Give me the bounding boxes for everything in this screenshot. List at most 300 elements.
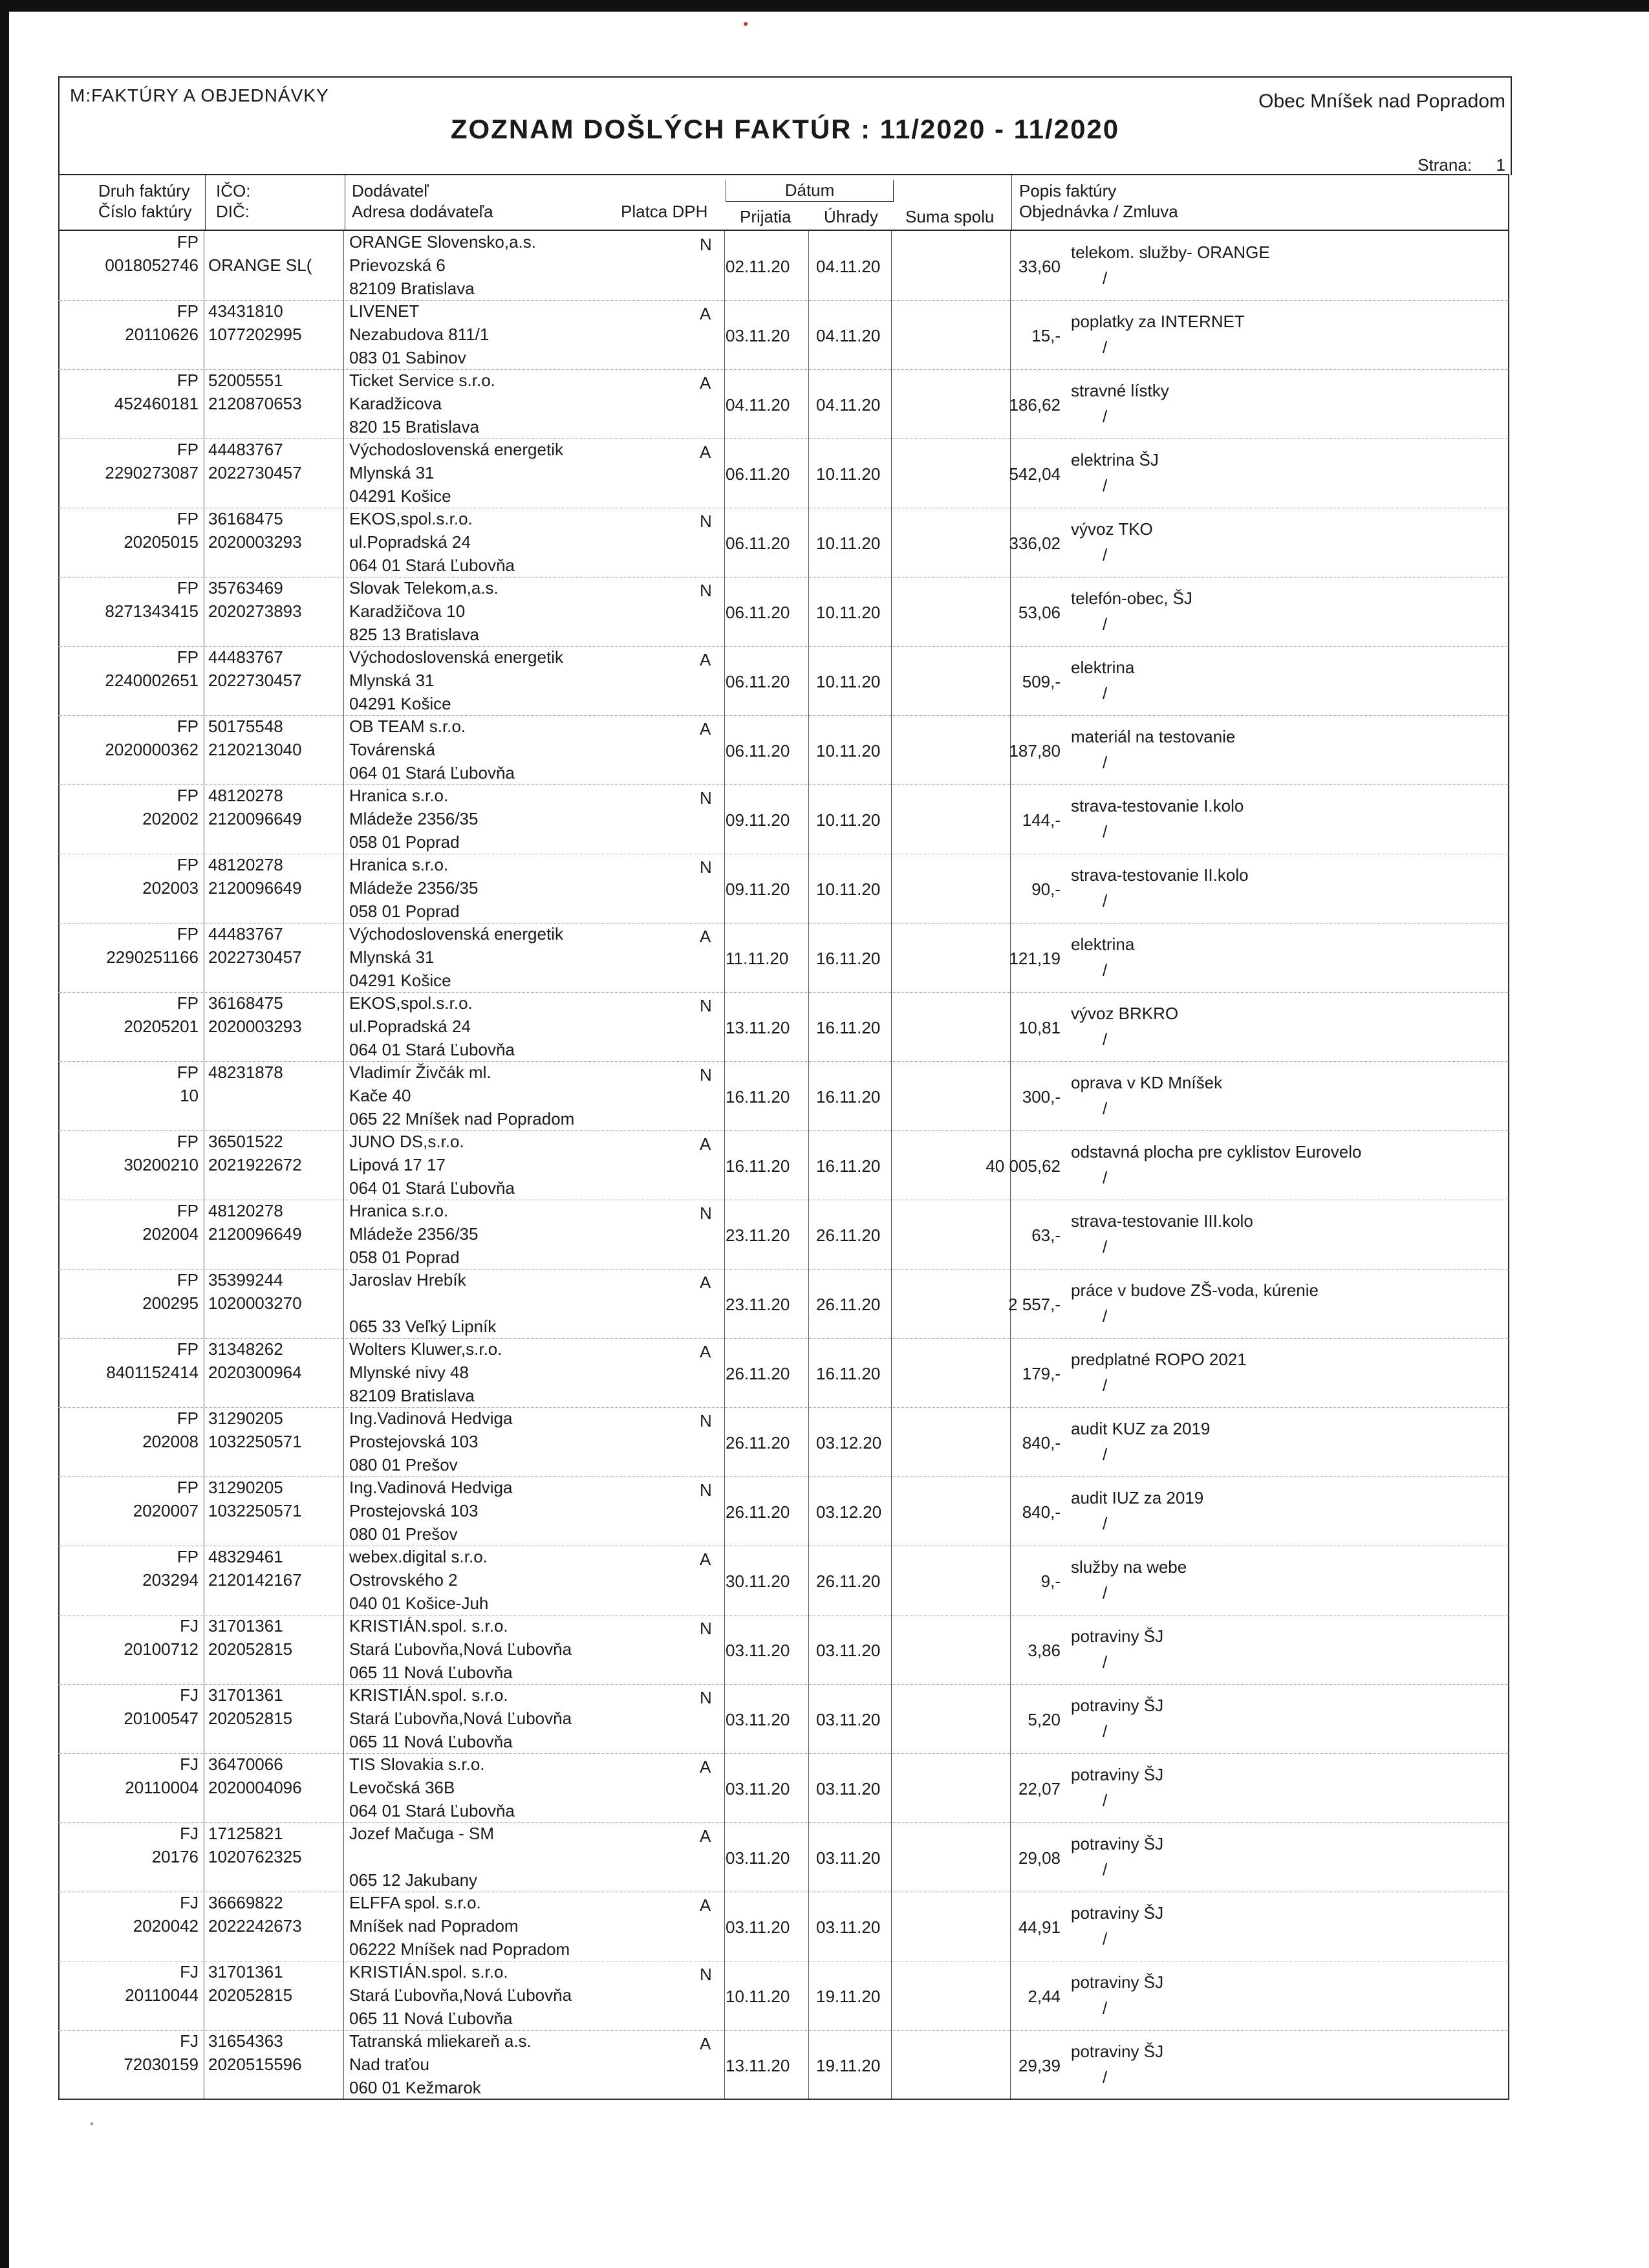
date-paid: 10.11.20 (816, 810, 881, 830)
date-received: 06.11.20 (726, 464, 790, 484)
invoice-number: 2020042 (133, 1916, 199, 1936)
supplier-city: 065 22 Mníšek nad Popradom (349, 1109, 575, 1129)
date-received: 23.11.20 (726, 1295, 790, 1314)
invoice-number: 20100547 (124, 1709, 199, 1728)
invoice-description: vývoz BRKRO (1071, 1004, 1179, 1023)
supplier-dic: 2120213040 (208, 740, 302, 759)
order-contract: / (1103, 1929, 1108, 1949)
order-contract: / (1103, 268, 1108, 288)
total-amount: 2,44 (1028, 1987, 1061, 2006)
page-label: Strana: (1417, 155, 1472, 175)
supplier-ico: 48329461 (208, 1547, 283, 1566)
invoice-type: FP (177, 1409, 199, 1428)
supplier-city: 060 01 Kežmarok (349, 2078, 481, 2097)
date-paid: 04.11.20 (816, 326, 881, 345)
supplier-address: Továrenská (349, 740, 435, 759)
invoice-number: 2290273087 (105, 463, 199, 482)
invoice-sheet (58, 76, 1511, 2099)
total-amount: 186,62 (1009, 395, 1061, 415)
vat-payer: A (700, 442, 711, 462)
report-header (58, 76, 1512, 175)
invoice-description: audit IUZ za 2019 (1071, 1488, 1204, 1507)
invoice-type: FP (177, 578, 199, 598)
supplier-address: Stará Ľubovňa,Nová Ľubovňa (349, 1639, 572, 1659)
vat-payer: N (700, 996, 712, 1015)
invoice-type: FJ (180, 1824, 199, 1843)
invoice-description: potraviny ŠJ (1071, 1903, 1164, 1923)
supplier-name: EKOS,spol.s.r.o. (349, 993, 473, 1013)
table-row (58, 854, 1509, 923)
supplier-name: Jaroslav Hrebík (349, 1270, 466, 1290)
supplier-dic: 2020003293 (208, 532, 302, 552)
date-received: 30.11.20 (726, 1571, 790, 1591)
vat-payer: N (700, 235, 712, 254)
supplier-city: 083 01 Sabinov (349, 348, 466, 367)
supplier-ico: 36168475 (208, 993, 283, 1013)
invoice-number: 20100712 (124, 1639, 199, 1659)
supplier-city: 064 01 Stará Ľubovňa (349, 556, 515, 575)
invoice-description: vývoz TKO (1071, 519, 1153, 539)
order-contract: / (1103, 1652, 1108, 1672)
invoice-type: FP (177, 717, 199, 736)
invoice-type: FP (177, 440, 199, 459)
date-paid: 03.12.20 (816, 1502, 882, 1522)
supplier-dic: 2020300964 (208, 1363, 302, 1382)
date-received: 02.11.20 (726, 257, 790, 276)
vat-payer: N (700, 581, 712, 600)
supplier-ico: 31290205 (208, 1409, 283, 1428)
order-contract: / (1103, 1722, 1108, 1741)
supplier-address: Mlynská 31 (349, 671, 435, 690)
supplier-dic: 1020003270 (208, 1293, 302, 1313)
supplier-ico: 31654363 (208, 2031, 283, 2051)
scan-left-border (0, 0, 9, 2268)
supplier-name: Vladimír Živčák ml. (349, 1063, 491, 1082)
supplier-address: Mlynská 31 (349, 947, 435, 967)
supplier-city: 080 01 Prešov (349, 1524, 458, 1544)
vat-payer: A (700, 304, 711, 323)
supplier-dic: 2020004096 (208, 1778, 302, 1797)
date-paid: 26.11.20 (816, 1226, 881, 1245)
supplier-city: 065 33 Veľký Lipník (349, 1317, 497, 1336)
vat-payer: N (700, 512, 712, 531)
invoice-number: 20205201 (124, 1017, 199, 1036)
supplier-address: Mlynské nivy 48 (349, 1363, 469, 1382)
supplier-name: Východoslovenská energetik (349, 647, 563, 667)
invoice-type: FJ (180, 2031, 199, 2051)
supplier-ico: 31290205 (208, 1478, 283, 1497)
supplier-city: 820 15 Bratislava (349, 417, 479, 437)
supplier-name: TIS Slovakia s.r.o. (349, 1755, 485, 1774)
invoice-number: 202004 (142, 1224, 199, 1244)
supplier-ico: 35763469 (208, 578, 283, 598)
col-suma: Suma spolu (905, 207, 995, 226)
invoice-type: FJ (180, 1616, 199, 1636)
invoice-description: potraviny ŠJ (1071, 1626, 1164, 1646)
date-paid: 03.11.20 (816, 1710, 881, 1729)
supplier-ico: 52005551 (208, 371, 283, 390)
table-row (58, 1822, 1509, 1892)
date-paid: 26.11.20 (816, 1295, 881, 1314)
date-paid: 26.11.20 (816, 1571, 881, 1591)
table-row (58, 1200, 1509, 1269)
col-adresa: Adresa dodávateľa (352, 202, 493, 221)
supplier-ico: 31701361 (208, 1962, 283, 1982)
col-cislo: Číslo faktúry (98, 202, 192, 221)
date-paid: 03.11.20 (816, 1641, 881, 1660)
date-received: 06.11.20 (726, 741, 790, 761)
invoice-type: FP (177, 509, 199, 528)
module-label: M:FAKTÚRY A OBJEDNÁVKY (70, 85, 329, 105)
supplier-ico: 36470066 (208, 1755, 283, 1774)
total-amount: 187,80 (1009, 741, 1061, 761)
supplier-ico: 44483767 (208, 440, 283, 459)
date-received: 16.11.20 (726, 1087, 790, 1107)
total-amount: 542,04 (1009, 464, 1061, 484)
supplier-city: 058 01 Poprad (349, 1247, 460, 1267)
invoice-type: FJ (180, 1962, 199, 1982)
date-received: 04.11.20 (726, 395, 790, 415)
total-amount: 29,39 (1018, 2056, 1061, 2075)
supplier-name: Ing.Vadinová Hedviga (349, 1478, 513, 1497)
date-received: 06.11.20 (726, 534, 790, 553)
table-row (58, 1753, 1509, 1823)
invoice-number: 8271343415 (105, 601, 199, 621)
vat-payer: N (700, 1965, 712, 1984)
col-dodavatel: Dodávateľ (352, 181, 429, 200)
date-paid: 19.11.20 (816, 2056, 881, 2075)
supplier-address: Lipová 17 17 (349, 1155, 446, 1174)
supplier-dic: 2120870653 (208, 394, 302, 413)
date-paid: 16.11.20 (816, 1018, 881, 1037)
column-header (58, 174, 1509, 231)
date-received: 03.11.20 (726, 1848, 790, 1868)
invoice-description: elektrina ŠJ (1071, 450, 1159, 470)
supplier-city: 04291 Košice (349, 971, 451, 990)
supplier-address: Mládeže 2356/35 (349, 878, 479, 898)
table-row (58, 923, 1509, 993)
invoice-number: 2290251166 (106, 947, 199, 967)
date-received: 13.11.20 (726, 2056, 790, 2075)
invoice-number: 202008 (142, 1432, 199, 1451)
table-row (58, 300, 1509, 370)
invoice-description: potraviny ŠJ (1071, 1834, 1164, 1853)
supplier-dic: 2022730457 (208, 463, 302, 482)
vat-payer: N (700, 1065, 712, 1085)
supplier-ico: 36669822 (208, 1893, 283, 1912)
invoice-number: 10 (180, 1086, 199, 1105)
date-paid: 10.11.20 (816, 880, 881, 899)
total-amount: 90,- (1031, 880, 1061, 899)
invoice-type: FJ (180, 1755, 199, 1774)
order-contract: / (1103, 1445, 1108, 1464)
supplier-address: Nad traťou (349, 2055, 429, 2074)
order-contract: / (1103, 1237, 1108, 1257)
supplier-dic: 2022730457 (208, 947, 302, 967)
supplier-dic: 2022242673 (208, 1916, 302, 1936)
date-received: 26.11.20 (726, 1502, 790, 1522)
order-contract: / (1103, 545, 1108, 565)
supplier-ico: 44483767 (208, 647, 283, 667)
table-row (58, 715, 1509, 785)
supplier-address: Prostejovská 103 (349, 1501, 479, 1520)
supplier-ico: 31348262 (208, 1339, 283, 1359)
order-contract: / (1103, 1030, 1108, 1049)
supplier-name: Slovak Telekom,a.s. (349, 578, 499, 598)
date-received: 13.11.20 (726, 1018, 790, 1037)
table-row (58, 1269, 1509, 1339)
table-row (58, 784, 1509, 854)
table-row (58, 1892, 1509, 1961)
date-received: 09.11.20 (726, 810, 790, 830)
supplier-address: Stará Ľubovňa,Nová Ľubovňa (349, 1985, 572, 2005)
col-ico: IČO: (216, 181, 251, 200)
invoice-type: FP (177, 1270, 199, 1290)
supplier-name: webex.digital s.r.o. (349, 1547, 488, 1566)
table-row (58, 1061, 1509, 1131)
supplier-address: Mníšek nad Popradom (349, 1916, 519, 1936)
total-amount: 44,91 (1018, 1917, 1061, 1937)
supplier-dic: 202052815 (208, 1709, 293, 1728)
date-paid: 10.11.20 (816, 534, 881, 553)
supplier-city: 82109 Bratislava (349, 1386, 475, 1405)
supplier-ico: 48120278 (208, 1201, 283, 1220)
total-amount: 2 557,- (1008, 1295, 1061, 1314)
order-contract: / (1103, 891, 1108, 911)
supplier-city: 065 12 Jakubany (349, 1870, 478, 1890)
supplier-address: Karadžičova 10 (349, 601, 466, 621)
order-contract: / (1103, 1998, 1108, 2018)
date-received: 10.11.20 (726, 1987, 790, 2006)
supplier-name: Ticket Service s.r.o. (349, 371, 495, 390)
supplier-name: EKOS,spol.s.r.o. (349, 509, 473, 528)
invoice-type: FP (177, 647, 199, 667)
table-row (58, 508, 1509, 578)
table-row (58, 1130, 1509, 1200)
table-row (58, 231, 1509, 301)
total-amount: 144,- (1022, 810, 1061, 830)
date-paid: 16.11.20 (816, 1364, 881, 1383)
supplier-ico: 50175548 (208, 717, 283, 736)
supplier-name: Hranica s.r.o. (349, 855, 449, 874)
date-paid: 10.11.20 (816, 741, 881, 761)
vat-payer: N (700, 788, 712, 808)
supplier-city: 825 13 Bratislava (349, 625, 479, 644)
invoice-description: strava-testovanie III.kolo (1071, 1211, 1253, 1231)
supplier-city: 064 01 Stará Ľubovňa (349, 763, 515, 783)
supplier-dic: 202052815 (208, 1639, 293, 1659)
invoice-type: FP (177, 301, 199, 321)
table-row (58, 1546, 1509, 1615)
col-dic: DIČ: (216, 202, 250, 221)
supplier-dic: 2020003293 (208, 1017, 302, 1036)
order-contract: / (1103, 614, 1108, 634)
table-row (58, 1338, 1509, 1408)
supplier-ico: 35399244 (208, 1270, 283, 1290)
supplier-city: 065 11 Nová Ľubovňa (349, 1732, 513, 1751)
supplier-city: 058 01 Poprad (349, 902, 460, 921)
table-row (58, 1476, 1509, 1546)
supplier-dic: 1077202995 (208, 325, 302, 344)
invoice-number: 2020000362 (105, 740, 199, 759)
supplier-dic: 2021922672 (208, 1155, 302, 1174)
table-row (58, 992, 1509, 1062)
order-contract: / (1103, 684, 1108, 703)
table-row (58, 2030, 1509, 2100)
invoice-type: FJ (180, 1893, 199, 1912)
supplier-name: Tatranská mliekareň a.s. (349, 2031, 532, 2051)
supplier-city: 064 01 Stará Ľubovňa (349, 1178, 515, 1198)
date-paid: 16.11.20 (816, 1156, 881, 1176)
invoice-type: FP (177, 1547, 199, 1566)
invoice-number: 202003 (142, 878, 199, 898)
date-paid: 10.11.20 (816, 603, 881, 622)
supplier-address: Karadžicova (349, 394, 442, 413)
date-paid: 10.11.20 (816, 464, 881, 484)
total-amount: 15,- (1031, 326, 1061, 345)
date-received: 03.11.20 (726, 1641, 790, 1660)
invoice-description: audit KUZ za 2019 (1071, 1419, 1211, 1438)
supplier-name: Ing.Vadinová Hedviga (349, 1409, 513, 1428)
supplier-name: Východoslovenská energetik (349, 924, 563, 944)
invoice-description: práce v budove ZŠ-voda, kúrenie (1071, 1280, 1319, 1300)
date-paid: 03.11.20 (816, 1848, 881, 1868)
invoice-type: FP (177, 232, 199, 252)
order-contract: / (1103, 1514, 1108, 1533)
total-amount: 840,- (1022, 1433, 1061, 1453)
supplier-city: 04291 Košice (349, 694, 451, 713)
supplier-address: Kače 40 (349, 1086, 411, 1105)
supplier-ico: 43431810 (208, 301, 283, 321)
table-row (58, 1684, 1509, 1754)
total-amount: 9,- (1040, 1571, 1061, 1591)
total-amount: 53,06 (1018, 603, 1061, 622)
scan-top-border (0, 0, 1649, 12)
invoice-type: FP (177, 855, 199, 874)
order-contract: / (1103, 822, 1108, 841)
supplier-name: LIVENET (349, 301, 420, 321)
total-amount: 22,07 (1018, 1779, 1061, 1798)
invoice-number: 20110044 (125, 1985, 199, 2005)
order-contract: / (1103, 1099, 1108, 1118)
supplier-dic: 2120096649 (208, 809, 302, 828)
supplier-address: Prostejovská 103 (349, 1432, 479, 1451)
invoice-number: 8401152414 (106, 1363, 199, 1382)
report-title: ZOZNAM DOŠLÝCH FAKTÚR : 11/2020 - 11/2020 (450, 114, 1120, 144)
date-paid: 16.11.20 (816, 949, 881, 968)
total-amount: 10,81 (1018, 1018, 1061, 1037)
total-amount: 33,60 (1018, 257, 1061, 276)
supplier-dic: 1032250571 (208, 1432, 302, 1451)
vat-payer: A (700, 1895, 711, 1915)
supplier-address: Prievozská 6 (349, 255, 446, 275)
invoice-number: 20110626 (125, 325, 199, 344)
vat-payer: A (700, 1273, 711, 1292)
invoice-number: 20205015 (124, 532, 199, 552)
date-received: 03.11.20 (726, 1917, 790, 1937)
supplier-ico: 36501522 (208, 1132, 283, 1151)
supplier-address: Mládeže 2356/35 (349, 1224, 479, 1244)
supplier-dic: 2120096649 (208, 878, 302, 898)
order-contract: / (1103, 1791, 1108, 1810)
col-uhrady: Úhrady (824, 207, 878, 226)
supplier-dic: 2022730457 (208, 671, 302, 690)
supplier-ico: 36168475 (208, 509, 283, 528)
supplier-dic: 2020273893 (208, 601, 302, 621)
total-amount: 336,02 (1009, 534, 1061, 553)
table-row (58, 577, 1509, 647)
supplier-address: ul.Popradská 24 (349, 532, 471, 552)
supplier-name: KRISTIÁN.spol. s.r.o. (349, 1616, 508, 1636)
supplier-name: Hranica s.r.o. (349, 786, 449, 805)
supplier-name: OB TEAM s.r.o. (349, 717, 466, 736)
invoice-description: potraviny ŠJ (1071, 1972, 1164, 1992)
order-contract: / (1103, 753, 1108, 772)
vat-payer: A (700, 719, 711, 739)
vat-payer: A (700, 1134, 711, 1154)
invoice-number: 202002 (142, 809, 199, 828)
supplier-address: Mládeže 2356/35 (349, 809, 479, 828)
invoice-number: 30200210 (124, 1155, 199, 1174)
supplier-city: 064 01 Stará Ľubovňa (349, 1040, 515, 1059)
invoice-number: 20110004 (125, 1778, 199, 1797)
supplier-name: Wolters Kluwer,s.r.o. (349, 1339, 502, 1359)
vat-payer: N (700, 858, 712, 877)
col-prijatia: Prijatia (740, 207, 792, 226)
invoice-description: potraviny ŠJ (1071, 2042, 1164, 2061)
vat-payer: A (700, 650, 711, 669)
supplier-ico: 17125821 (208, 1824, 283, 1843)
supplier-address: Stará Ľubovňa,Nová Ľubovňa (349, 1709, 572, 1728)
total-amount: 509,- (1022, 672, 1061, 691)
organization-name: Obec Mníšek nad Popradom (1258, 91, 1505, 112)
invoice-description: potraviny ŠJ (1071, 1765, 1164, 1784)
red-speck (744, 22, 748, 26)
date-received: 09.11.20 (726, 880, 790, 899)
vat-payer: N (700, 1204, 712, 1223)
total-amount: 40 005,62 (986, 1156, 1061, 1176)
date-received: 06.11.20 (726, 672, 790, 691)
supplier-city: 064 01 Stará Ľubovňa (349, 1801, 515, 1820)
invoice-description: strava-testovanie I.kolo (1071, 796, 1244, 815)
date-received: 11.11.20 (726, 949, 789, 968)
invoice-type: FP (177, 993, 199, 1013)
invoice-description: elektrina (1071, 658, 1135, 677)
vat-payer: A (700, 1550, 711, 1569)
order-contract: / (1103, 338, 1108, 357)
total-amount: 29,08 (1018, 1848, 1061, 1868)
table-row (58, 438, 1509, 508)
invoice-type: FP (177, 371, 199, 390)
supplier-dic: ORANGE SL( (208, 255, 312, 275)
invoice-type: FP (177, 786, 199, 805)
invoice-description: telekom. služby- ORANGE (1071, 243, 1270, 262)
supplier-address: ul.Popradská 24 (349, 1017, 471, 1036)
total-amount: 300,- (1022, 1087, 1061, 1107)
supplier-city: 04291 Košice (349, 486, 451, 506)
table-row (58, 1407, 1509, 1477)
order-contract: / (1103, 2068, 1108, 2087)
vat-payer: A (700, 1342, 711, 1361)
invoice-type: FP (177, 1478, 199, 1497)
supplier-name: Hranica s.r.o. (349, 1201, 449, 1220)
supplier-city: 06222 Mníšek nad Popradom (349, 1939, 570, 1959)
date-received: 03.11.20 (726, 326, 790, 345)
order-contract: / (1103, 407, 1108, 426)
date-paid: 19.11.20 (816, 1987, 881, 2006)
date-received: 26.11.20 (726, 1364, 790, 1383)
total-amount: 121,19 (1009, 949, 1061, 968)
